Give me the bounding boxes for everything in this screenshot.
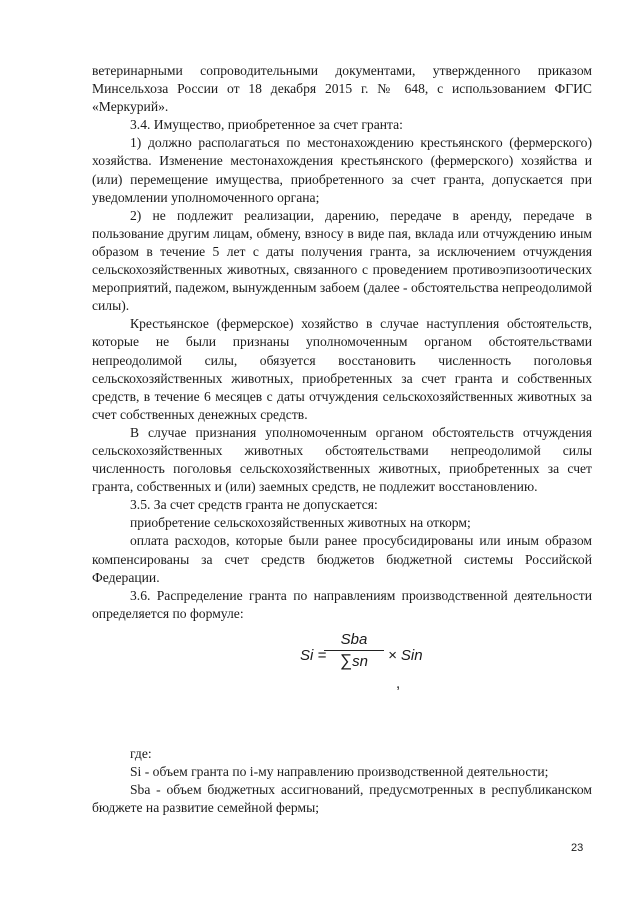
paragraph-force-majeure: В случае признания уполномоченным органом обстоятельств отчуждения сельскохозяйственных животных обстоятельствами непреодолимой силы численность поголовья сельскохозяйственных животных, приобретенных за счет гранта, собственных и (или) заемных средств, не подлежит восстановлению. [92, 424, 592, 495]
paragraph-where: где: [130, 745, 152, 761]
grant-formula [92, 627, 592, 719]
paragraph-1: ветеринарными сопроводительными документами, утвержденного приказом Минсельхоза России от 18 декабря 2015 г. № 648, с использованием ФГИС «Меркурий». [92, 63, 592, 115]
paragraph-si-def: Si - объем гранта по i-му направлению производственной деятельности; [130, 764, 549, 779]
paragraph-item-1: 1) должно располагаться по местонахождению крестьянского (фермерского) хозяйства. Изменение местонахождения крестьянского (фермерского) хозяйства и (или) перемещение имущества, приобретенного за счет гранта, допускается при уведомлении уполномоченного органа; [92, 135, 592, 205]
paragraph-sba-def: Sba - объем бюджетных ассигнований, предусмотренных в республиканском бюджете на развитие семейной фермы; [92, 782, 592, 816]
paragraph-expenses: оплата расходов, которые были ранее просубсидированы или иным образом компенсированы за счет средств бюджетов бюджетной системы Российской Федерации. [92, 533, 592, 585]
formula-fraction [324, 631, 384, 671]
formula-numerator: Sba [324, 631, 384, 651]
formula-denominator [324, 651, 384, 671]
spacer [92, 719, 592, 745]
paragraph-3-5: 3.5. За счет средств гранта не допускается: [130, 497, 378, 513]
sum-symbol: ∑ [340, 651, 353, 670]
paragraph-3-6: 3.6. Распределение гранта по направлениям производственной деятельности определяется по формуле: [92, 587, 592, 621]
formula-denominator-text: sn [352, 653, 368, 670]
document-page [92, 62, 592, 817]
paragraph-restore: Крестьянское (фермерское) хозяйство в случае наступления обстоятельств, которые не были признаны уполномоченным органом обстоятельствами непреодолимой силы, обязуется восстановить численность поголовья сельскохозяйственных животных, приобретенных за счет гранта и собственных средств, в течение 6 месяцев с даты отчуждения сельскохозяйственных животных за счет собственных денежных средств. [92, 316, 592, 422]
page-number: 23 [571, 842, 584, 854]
paragraph-item-2: 2) не подлежит реализации, дарению, передаче в аренду, передаче в пользование другим лицам, обмену, взносу в виде пая, вклада или отчуждению иным образом в течение 5 лет с даты получения гранта, за исключением отчуждения сельскохозяйственных животных, связанного с проведением противоэпизоотических мероприятий, падежом, вынужденным забоем (далее - обстоятельства непреодолимой силы). [92, 207, 592, 314]
formula-rhs: × Sin [388, 646, 423, 664]
paragraph-fattening: приобретение сельскохозяйственных животных на откорм; [130, 515, 471, 531]
formula-comma: , [396, 674, 401, 692]
formula-lhs: Si = [300, 646, 327, 664]
paragraph-3-4: 3.4. Имущество, приобретенное за счет гранта: [130, 117, 403, 133]
